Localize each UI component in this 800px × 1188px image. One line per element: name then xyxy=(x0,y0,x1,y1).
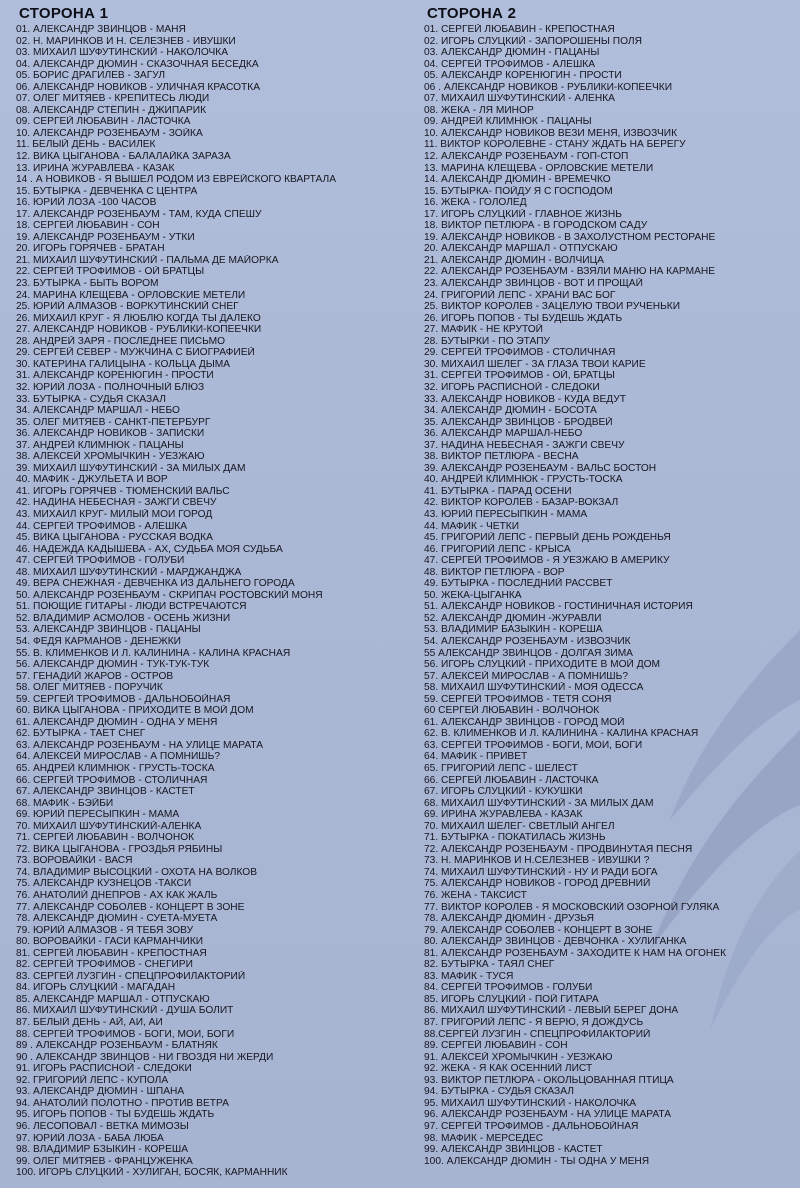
track-item: 64. АЛЕКСЕЙ МИРОСЛАВ - А ПОМНИШЬ? xyxy=(16,751,220,763)
track-item: 22. АЛЕКСАНДР РОЗЕНБАУМ - ВЗЯЛИ МАНЮ НА КАРМАНЕ xyxy=(424,266,716,278)
track-item: 22. СЕРГЕЙ ТРОФИМОВ - ОЙ БРАТЦЫ xyxy=(16,266,205,278)
track-item: 35. АЛЕКСАНДР ЗВИНЦОВ - БРОДВЕЙ xyxy=(424,416,613,428)
track-item: 61. АЛЕКСАНДР ДЮМИН - ОДНА У МЕНЯ xyxy=(16,716,218,728)
track-item: 27. МАФИК - НЕ КРУТОЙ xyxy=(424,324,543,336)
track-item: 36. АЛЕКСАНДР НОВИКОВ - ЗАПИСКИ xyxy=(16,428,205,440)
track-item: 63. СЕРГЕЙ ТРОФИМОВ - БОГИ, МОИ, БОГИ xyxy=(424,739,643,751)
track-item: 12. АЛЕКСАНДР РОЗЕНБАУМ - ГОП-СТОП xyxy=(424,151,629,163)
track-item: 71. СЕРГЕЙ ЛЮБАВИН - ВОЛЧОНОК xyxy=(16,832,195,844)
track-item: 23. БУТЫРКА - БЫТЬ ВОРОМ xyxy=(16,278,159,290)
track-item: 57. ГЕНАДИЙ ЖАРОВ - ОСТРОВ xyxy=(16,670,174,682)
track-item: 60 СЕРГЕЙ ЛЮБАВИН - ВОЛЧОНОК xyxy=(424,705,600,717)
track-item: 45. ВИКА ЦЫГАНОВА - РУССКАЯ ВОДКА xyxy=(16,532,213,544)
track-item: 69. ИРИНА ЖУРАВЛЕВА - КАЗАК xyxy=(424,809,583,821)
track-item: 99. ОЛЕГ МИТЯЕВ - ФРАНЦУЖЕНКА xyxy=(16,1155,193,1167)
track-item: 57. АЛЕКСЕЙ МИРОСЛАВ - А ПОМНИШЬ? xyxy=(424,670,628,682)
track-item: 29. СЕРГЕЙ ТРОФИМОВ - СТОЛИЧНАЯ xyxy=(424,347,616,359)
track-item: 78. АЛЕКСАНДР ДЮМИН - ДРУЗЬЯ xyxy=(424,913,594,925)
track-item: 88. СЕРГЕЙ ТРОФИМОВ - БОГИ, МОИ, БОГИ xyxy=(16,1028,235,1040)
track-item: 70. МИХАИЛ ШЕЛЕГ- СВЕТЛЫЙ АНГЕЛ xyxy=(424,820,615,832)
track-item: 25. ВИКТОР КОРОЛЕВ - ЗАЦЕЛУЮ ТВОИ РУЧЕНЬКИ xyxy=(424,301,681,313)
track-item: 83. СЕРГЕЙ ЛУЗГИН - СПЕЦПРОФИЛАКТОРИЙ xyxy=(16,970,246,982)
track-item: 12. ВИКА ЦЫГАНОВА - БАЛАЛАЙКА ЗАРАЗА xyxy=(16,151,231,163)
track-item: 13. МАРИНА КЛЕЩЕВА - ОРЛОВСКИЕ МЕТЕЛИ xyxy=(424,162,654,174)
track-item: 20. АЛЕКСАНДР МАРШАЛ - ОТПУСКАЮ xyxy=(424,243,618,255)
track-item: 89 . АЛЕКСАНДР РОЗЕНБАУМ - БЛАТНЯК xyxy=(16,1040,218,1052)
side-1-track-list xyxy=(16,24,416,1179)
track-item: 98. ВЛАДИМИР БЗЫКИН - КОРЕША xyxy=(16,1144,189,1156)
track-item: 68. МАФИК - БЭЙБИ xyxy=(16,797,114,809)
track-item: 09. СЕРГЕЙ ЛЮБАВИН - ЛАСТОЧКА xyxy=(16,116,191,128)
track-item: 60. ВИКА ЦЫГАНОВА - ПРИХОДИТЕ В МОЙ ДОМ xyxy=(16,705,254,717)
track-item: 76. ЖЕНА - ТАКСИСТ xyxy=(424,890,527,902)
track-item: 23. АЛЕКСАНДР ЗВИНЦОВ - ВОТ И ПРОЩАЙ xyxy=(424,278,643,290)
track-item: 18. СЕРГЕЙ ЛЮБАВИН - СОН xyxy=(16,220,160,232)
track-item: 32. ЮРИЙ ЛОЗА - ПОЛНОЧНЫЙ БЛЮЗ xyxy=(16,381,205,393)
track-item: 55 АЛЕКСАНДР ЗВИНЦОВ - ДОЛГАЯ ЗИМА xyxy=(424,647,633,659)
track-item: 48. ВИКТОР ПЕТЛЮРА - ВОР xyxy=(424,566,565,578)
track-item: 61. АЛЕКСАНДР ЗВИНЦОВ - ГОРОД МОЙ xyxy=(424,716,625,728)
track-item: 56. АЛЕКСАНДР ДЮМИН - ТУК-ТУК-ТУК xyxy=(16,659,210,671)
track-item: 34. АЛЕКСАНДР ДЮМИН - БОСОТА xyxy=(424,405,597,417)
track-item: 33. БУТЫРКА - СУДЬЯ СКАЗАЛ xyxy=(16,393,166,405)
track-item: 37. НАДИНА НЕБЕСНАЯ - ЗАЖГИ СВЕЧУ xyxy=(424,439,625,451)
track-item: 29. СЕРГЕЙ СЕВЕР - МУЖЧИНА С БИОГРАФИЕЙ xyxy=(16,347,255,359)
track-item: 80. АЛЕКСАНДР ЗВИНЦОВ - ДЕВЧОНКА - ХУЛИГАНКА xyxy=(424,936,687,948)
track-item: 59. СЕРГЕЙ ТРОФИМОВ - ДАЛЬНОБОЙНАЯ xyxy=(16,693,231,705)
track-item: 10. АЛЕКСАНДР НОВИКОВ ВЕЗИ МЕНЯ, ИЗВОЗЧИК xyxy=(424,127,678,139)
track-item: 16. ЖЕКА - ГОЛОЛЕД xyxy=(424,197,527,209)
track-item: 08. АЛЕКСАНДР СТЁПИН - ДЖИПАРИК xyxy=(16,104,207,116)
track-item: 05. АЛЕКСАНДР КОРЕНЮГИН - ПРОСТИ xyxy=(424,70,622,82)
track-item: 98. МАФИК - МЕРСЕДЕС xyxy=(424,1132,544,1144)
track-item: 13. ИРИНА ЖУРАВЛЕВА - КАЗАК xyxy=(16,162,175,174)
track-item: 90 . АЛЕКСАНДР ЗВИНЦОВ - НИ ГВОЗДЯ НИ ЖЕРДИ xyxy=(16,1051,274,1063)
track-item: 63. АЛЕКСАНДР РОЗЕНБАУМ - НА УЛИЦЕ МАРАТА xyxy=(16,739,264,751)
track-item: 75. АЛЕКСАНДР НОВИКОВ - ГОРОД ДРЕВНИЙ xyxy=(424,878,651,890)
track-item: 78. АЛЕКСАНДР ДЮМИН - СУЕТА-МУЕТА xyxy=(16,913,218,925)
track-item: 75. АЛЕКСАНДР КУЗНЕЦОВ -ТАКСИ xyxy=(16,878,192,890)
track-item: 28. АНДРЕЙ ЗАРЯ - ПОСЛЕДНЕЕ ПИСЬМО xyxy=(16,335,226,347)
track-item: 59. СЕРГЕЙ ТРОФИМОВ - ТЕТЯ СОНЯ xyxy=(424,693,612,705)
track-item: 46. НАДЕЖДА КАДЫШЕВА - АХ, СУДЬБА МОЯ СУДЬБА xyxy=(16,543,283,555)
track-item: 72. АЛЕКСАНДР РОЗЕНБАУМ - ПРОДВИНУТАЯ ПЕСНЯ xyxy=(424,843,693,855)
track-item: 08. ЖЕКА - ЛЯ МИНОР xyxy=(424,104,534,116)
track-item: 34. АЛЕКСАНДР МАРШАЛ - НЕБО xyxy=(16,405,180,417)
track-item: 66. СЕРГЕЙ ЛЮБАВИН - ЛАСТОЧКА xyxy=(424,774,599,786)
track-item: 96. ЛЕСОПОВАЛ - ВЕТКА МИМОЗЫ xyxy=(16,1120,189,1132)
track-item: 95. МИХАИЛ ШУФУТИНСКИЙ - НАКОЛОЧКА xyxy=(424,1097,637,1109)
track-item: 91. ИГОРЬ РАСПИСНОЙ - СЛЕДОКИ xyxy=(16,1063,192,1075)
track-item: 89. СЕРГЕЙ ЛЮБАВИН - СОН xyxy=(424,1040,568,1052)
track-item: 66. СЕРГЕЙ ТРОФИМОВ - СТОЛИЧНАЯ xyxy=(16,774,208,786)
track-item: 91. АЛЕКСЕЙ ХРОМЫЧКИН - УЕЗЖАЮ xyxy=(424,1051,613,1063)
track-item: 42. НАДИНА НЕБЕСНАЯ - ЗАЖГИ СВЕЧУ xyxy=(16,497,217,509)
track-item: 92. ЖЕКА - Я КАК ОСЕННИЙ ЛИСТ xyxy=(424,1063,593,1075)
track-item: 39. МИХАИЛ ШУФУТИНСКИЙ - ЗА МИЛЫХ ДАМ xyxy=(16,462,246,474)
track-item: 53. АЛЕКСАНДР ЗВИНЦОВ - ПАЦАНЫ xyxy=(16,624,201,636)
track-item: 87. ГРИГОРИЙ ЛЕПС - Я ВЕРЮ, Я ДОЖДУСЬ xyxy=(424,1017,644,1029)
side-2-track-list xyxy=(424,24,800,1167)
track-item: 94. АНАТОЛИЙ ПОЛОТНО - ПРОТИВ ВЕТРА xyxy=(16,1097,229,1109)
track-item: 25. ЮРИЙ АЛМАЗОВ - ВОРКУТИНСКИЙ СНЕГ xyxy=(16,301,239,313)
track-item: 70. МИХАИЛ ШУФУТИНСКИЙ-АЛЕНКА xyxy=(16,820,202,832)
track-item: 33. АЛЕКСАНДР НОВИКОВ - КУДА ВЕДУТ xyxy=(424,393,626,405)
track-item: 77. АЛЕКСАНДР СОБОЛЕВ - КОНЦЕРТ В ЗОНЕ xyxy=(16,901,245,913)
track-item: 52. АЛЕКСАНДР ДЮМИН -ЖУРАВЛИ xyxy=(424,612,602,624)
side-2-column xyxy=(424,4,800,1167)
track-item: 37. АНДРЕЙ КЛИМНЮК - ПАЦАНЫ xyxy=(16,439,184,451)
track-item: 50. АЛЕКСАНДР РОЗЕНБАУМ - СКРИПАЧ РОСТОВСКИЙ МОНЯ xyxy=(16,589,323,601)
track-item: 52. ВЛАДИМИР АСМОЛОВ - ОСЕНЬ ЖИЗНИ xyxy=(16,612,231,624)
track-item: 21. АЛЕКСАНДР ДЮМИН - ВОЛЧИЦА xyxy=(424,254,604,266)
track-item: 07. ОЛЕГ МИТЯЕВ - КРЕПИТЕСЬ ЛЮДИ xyxy=(16,93,210,105)
track-item: 80. ВОРОВАЙКИ - ГАСИ КАРМАНЧИКИ xyxy=(16,936,204,948)
track-item: 31. АЛЕКСАНДР КОРЕНЮГИН - ПРОСТИ xyxy=(16,370,214,382)
track-item: 50. ЖЕКА-ЦЫГАНКА xyxy=(424,589,522,601)
track-item: 24. ГРИГОРИЙ ЛЕПС - ХРАНИ ВАС БОГ xyxy=(424,289,616,301)
track-item: 24. МАРИНА КЛЕЩЕВА - ОРЛОВСКИЕ МЕТЕЛИ xyxy=(16,289,246,301)
track-item: 72. ВИКА ЦЫГАНОВА - ГРОЗДЬЯ РЯБИНЫ xyxy=(16,843,223,855)
track-item: 04. АЛЕКСАНДР ДЮМИН - СКАЗОЧНАЯ БЕСЕДКА xyxy=(16,58,259,70)
track-item: 27. АЛЕКСАНДР НОВИКОВ - РУБЛИКИ-КОПЕЕЧКИ xyxy=(16,324,262,336)
track-item: 73. Н. МАРИНКОВ И Н.СЕЛЕЗНЕВ - ИВУШКИ ? xyxy=(424,855,650,867)
track-item: 99. АЛЕКСАНДР ЗВИНЦОВ - КАСТЕТ xyxy=(424,1144,603,1156)
track-item: 03. АЛЕКСАНДР ДЮМИН - ПАЦАНЫ xyxy=(424,47,600,59)
track-item: 100. ИГОРЬ СЛУЦКИЙ - ХУЛИГАН, БОСЯК, КАРМАННИК xyxy=(16,1167,288,1179)
track-item: 84. ИГОРЬ СЛУЦКИЙ - МАГАДАН xyxy=(16,982,176,994)
track-item: 14 . А НОВИКОВ - Я ВЫШЕЛ РОДОМ ИЗ ЕВРЕЙСКОГО КВАРТАЛА xyxy=(16,174,337,186)
track-item: 42. ВИКТОР КОРОЛЕВ - БАЗАР-ВОКЗАЛ xyxy=(424,497,619,509)
track-item: 20. ИГОРЬ ГОРЯЧЕВ - БРАТАН xyxy=(16,243,165,255)
track-item: 46. ГРИГОРИЙ ЛЕПС - КРЫСА xyxy=(424,543,571,555)
track-item: 41. БУТЫРКА - ПАРАД ОСЕНИ xyxy=(424,485,572,497)
track-item: 54. АЛЕКСАНДР РОЗЕНБАУМ - ИЗВОЗЧИК xyxy=(424,635,631,647)
track-item: 07. МИХАИЛ ШУФУТИНСКИЙ - АЛЕНКА xyxy=(424,93,615,105)
track-item: 17. АЛЕКСАНДР РОЗЕНБАУМ - ТАМ, КУДА СПЕШУ xyxy=(16,208,262,220)
track-item: 21. МИХАИЛ ШУФУТИНСКИЙ - ПАЛЬМА ДЕ МАЙОРКА xyxy=(16,254,279,266)
track-item: 92. ГРИГОРИЙ ЛЕПС - КУПОЛА xyxy=(16,1074,169,1086)
track-item: 67. ИГОРЬ СЛУЦКИЙ - КУКУШКИ xyxy=(424,786,583,798)
track-item: 88.СЕРГЕЙ ЛУЗГИН - СПЕЦПРОФИЛАКТОРИЙ xyxy=(424,1028,651,1040)
track-item: 71. БУТЫРКА - ПОКАТИЛАСЬ ЖИЗНЬ xyxy=(424,832,606,844)
track-item: 62. В. КЛИМЕНКОВ И Л. КАЛИНИНА - КАЛИНА КРАСНАЯ xyxy=(424,728,699,740)
track-item: 81. АЛЕКСАНДР РОЗЕНБАУМ - ЗАХОДИТЕ К НАМ НА ОГОНЕК xyxy=(424,947,727,959)
track-item: 55. В. КЛИМЕНКОВ И Л. КАЛИНИНА - КАЛИНА КРАСНАЯ xyxy=(16,647,291,659)
track-item: 36. АЛЕКСАНДР МАРШАЛ-НЕБО xyxy=(424,428,583,440)
track-item: 79. ЮРИЙ АЛМАЗОВ - Я ТЕБЯ ЗОВУ xyxy=(16,924,194,936)
track-item: 51. АЛЕКСАНДР НОВИКОВ - ГОСТИНИЧНАЯ ИСТОРИЯ xyxy=(424,601,693,613)
track-item: 14. АЛЕКСАНДР ДЮМИН - ВРЕМЕЧКО xyxy=(424,174,611,186)
track-item: 93. ВИКТОР ПЕТЛЮРА - ОКОЛЬЦОВАННАЯ ПТИЦА xyxy=(424,1074,674,1086)
track-item: 58. ОЛЕГ МИТЯЕВ - ПОРУЧИК xyxy=(16,682,163,694)
track-item: 03. МИХАИЛ ШУФУТИНСКИЙ - НАКОЛОЧКА xyxy=(16,47,229,59)
track-item: 31. СЕРГЕЙ ТРОФИМОВ - ОЙ, БРАТЦЫ xyxy=(424,370,615,382)
track-item: 81. СЕРГЕЙ ЛЮБАВИН - КРЕПОСТНАЯ xyxy=(16,947,207,959)
side-1-column xyxy=(16,4,416,1179)
track-item: 85. ИГОРЬ СЛУЦКИЙ - ПОЙ ГИТАРА xyxy=(424,993,599,1005)
track-item: 65. АНДРЕЙ КЛИМНЮК - ГРУСТЬ-ТОСКА xyxy=(16,763,215,774)
track-item: 06. АЛЕКСАНДР НОВИКОВ - УЛИЧНАЯ КРАСОТКА xyxy=(16,81,261,93)
track-item: 86. МИХАИЛ ШУФУТИНСКИЙ - ЛЕВЫЙ БЕРЕГ ДОНА xyxy=(424,1005,679,1017)
track-item: 87. БЕЛЫЙ ДЕНЬ - АЙ, АИ, АИ xyxy=(16,1017,163,1029)
track-item: 69. ЮРИЙ ПЕРЕСЫПКИН - МАМА xyxy=(16,809,180,821)
track-item: 40. АНДРЕЙ КЛИМНЮК - ГРУСТЬ-ТОСКА xyxy=(424,474,623,486)
track-item: 93. АЛЕКСАНДР ДЮМИН - ШПАНА xyxy=(16,1086,185,1098)
track-item: 40. МАФИК - ДЖУЛЬЕТА И ВОР xyxy=(16,474,168,486)
track-item: 05. БОРИС ДРАГИЛЕВ - ЗАГУЛ xyxy=(16,70,166,82)
track-item: 15. БУТЫРКА - ДЕВЧЕНКА С ЦЕНТРА xyxy=(16,185,198,197)
track-item: 38. ВИКТОР ПЕТЛЮРА - ВЕСНА xyxy=(424,451,579,463)
track-item: 73. ВОРОВАЙКИ - ВАСЯ xyxy=(16,855,133,867)
track-item: 97. ЮРИЙ ЛОЗА - БАБА ЛЮБА xyxy=(16,1132,164,1144)
track-item: 04. СЕРГЕЙ ТРОФИМОВ - АЛЕШКА xyxy=(424,58,596,70)
track-item: 43. ЮРИЙ ПЕРЕСЫПКИН - МАМА xyxy=(424,508,588,520)
track-item: 82. БУТЫРКА - ТАЯЛ СНЕГ xyxy=(424,959,555,971)
track-item: 53. ВЛАДИМИР БАЗЫКИН - КОРЕША xyxy=(424,624,603,636)
track-item: 77. ВИКТОР КОРОЛЕВ - Я МОСКОВСКИЙ ОЗОРНОЙ ГУЛЯКА xyxy=(424,901,720,913)
track-item: 15. БУТЫРКА- ПОЙДУ Я С ГОСПОДОМ xyxy=(424,185,613,197)
track-item: 58. МИХАИЛ ШУФУТИНСКИЙ - МОЯ ОДЕССА xyxy=(424,682,644,694)
track-item: 39. АЛЕКСАНДР РОЗЕНБАУМ - ВАЛЬС БОСТОН xyxy=(424,462,657,474)
track-item: 76. АНАТОЛИЙ ДНЕПРОВ - АХ КАК ЖАЛЬ xyxy=(16,890,218,902)
track-item: 74. МИХАИЛ ШУФУТИНСКИЙ - НУ И РАДИ БОГА xyxy=(424,866,658,878)
track-item: 48. МИХАИЛ ШУФУТИНСКИЙ - МАРДЖАНДЖА xyxy=(16,566,242,578)
track-item: 26. ИГОРЬ ПОПОВ - ТЫ БУДЕШЬ ЖДАТЬ xyxy=(424,312,623,324)
track-item: 67. АЛЕКСАНДР ЗВИНЦОВ - КАСТЕТ xyxy=(16,786,195,798)
track-item: 62. БУТЫРКА - ТАЕТ СНЕГ xyxy=(16,728,146,740)
track-item: 82. СЕРГЕЙ ТРОФИМОВ - СНЕГИРИ xyxy=(16,959,193,971)
track-item: 54. ФЕДЯ КАРМАНОВ - ДЕНЕЖКИ xyxy=(16,635,181,647)
track-item: 100. АЛЕКСАНДР ДЮМИН - ТЫ ОДНА У МЕНЯ xyxy=(424,1155,650,1167)
track-item: 68. МИХАИЛ ШУФУТИНСКИЙ - ЗА МИЛЫХ ДАМ xyxy=(424,797,654,809)
track-item: 30. КАТЕРИНА ГАЛИЦЫНА - КОЛЬЦА ДЫМА xyxy=(16,358,231,370)
track-item: 38. АЛЕКСЕЙ ХРОМЫЧКИН - УЕЗЖАЮ xyxy=(16,451,205,463)
track-item: 18. ВИКТОР ПЕТЛЮРА - В ГОРОДСКОМ САДУ xyxy=(424,220,648,232)
track-item: 09. АНДРЕЙ КЛИМНЮК - ПАЦАНЫ xyxy=(424,116,592,128)
track-item: 01. АЛЕКСАНДР ЗВИНЦОВ - МАНЯ xyxy=(16,24,186,35)
track-item: 19. АЛЕКСАНДР РОЗЕНБАУМ - УТКИ xyxy=(16,231,195,243)
track-item: 65. ГРИГОРИЙ ЛЕПС - ШЕЛЕСТ xyxy=(424,763,578,774)
track-item: 28. БУТЫРКИ - ПО ЭТАПУ xyxy=(424,335,551,347)
track-item: 41. ИГОРЬ ГОРЯЧЕВ - ТЮМЕНСКИЙ ВАЛЬС xyxy=(16,485,230,497)
side-2-title: СТОРОНА 2 xyxy=(427,5,517,22)
track-item: 95. ИГОРЬ ПОПОВ - ТЫ БУДЕШЬ ЖДАТЬ xyxy=(16,1109,215,1121)
track-item: 11. ВИКТОР КОРОЛЕВНЕ - СТАНУ ЖДАТЬ НА БЕРЕГУ xyxy=(424,139,686,151)
track-item: 49. БУТЫРКА - ПОСЛЕДНИЙ РАССВЕТ xyxy=(424,578,613,590)
track-item: 01. СЕРГЕЙ ЛЮБАВИН - КРЕПОСТНАЯ xyxy=(424,24,615,35)
track-item: 47. СЕРГЕЙ ТРОФИМОВ - ГОЛУБИ xyxy=(16,555,185,567)
track-item: 19. АЛЕКСАНДР НОВИКОВ - В ЗАХОЛУСТНОМ РЕСТОРАНЕ xyxy=(424,231,716,243)
track-item: 83. МАФИК - ТУСЯ xyxy=(424,970,514,982)
side-1-title: СТОРОНА 1 xyxy=(19,5,109,22)
track-item: 16. ЮРИЙ ЛОЗА -100 ЧАСОВ xyxy=(16,197,157,209)
track-item: 26. МИХАИЛ КРУГ - Я ЛЮБЛЮ КОГДА ТЫ ДАЛЕКО xyxy=(16,312,261,324)
track-item: 44. МАФИК - ЧЕТКИ xyxy=(424,520,520,532)
track-item: 43. МИХАИЛ КРУГ- МИЛЫЙ МОИ ГОРОД xyxy=(16,508,213,520)
track-item: 49. ВЕРА СНЕЖНАЯ - ДЕВЧЕНКА ИЗ ДАЛЬНЕГО ГОРОДА xyxy=(16,578,295,590)
track-item: 47. СЕРГЕЙ ТРОФИМОВ - Я УЕЗЖАЮ В АМЕРИКУ xyxy=(424,555,670,567)
track-item: 74. ВЛАДИМИР ВЫСОЦКИЙ - ОХОТА НА ВОЛКОВ xyxy=(16,866,258,878)
track-item: 79. АЛЕКСАНДР СОБОЛЕВ - КОНЦЕРТ В ЗОНЕ xyxy=(424,924,653,936)
track-item: 84. СЕРГЕЙ ТРОФИМОВ - ГОЛУБИ xyxy=(424,982,593,994)
track-item: 11. БЕЛЫЙ ДЕНЬ - ВАСИЛЕК xyxy=(16,139,156,151)
track-item: 10. АЛЕКСАНДР РОЗЕНБАУМ - ЗОЙКА xyxy=(16,127,203,139)
track-item: 02. Н. МАРИНКОВ И Н. СЕЛЕЗНЕВ - ИВУШКИ xyxy=(16,35,236,47)
track-item: 06 . АЛЕКСАНДР НОВИКОВ - РУБЛИКИ-КОПЕЕЧКИ xyxy=(424,81,673,93)
track-item: 56. ИГОРЬ СЛУЦКИЙ - ПРИХОДИТЕ В МОЙ ДОМ xyxy=(424,659,661,671)
track-item: 51. ПОЮЩИЕ ГИТАРЫ - ЛЮДИ ВСТРЕЧАЮТСЯ xyxy=(16,601,247,613)
track-item: 30. МИХАИЛ ШЕЛЕГ - ЗА ГЛАЗА ТВОИ КАРИЕ xyxy=(424,358,646,370)
track-item: 45. ГРИГОРИЙ ЛЕПС - ПЕРВЫЙ ДЕНЬ РОЖДЕНЬЯ xyxy=(424,532,671,544)
track-item: 85. АЛЕКСАНДР МАРШАЛ - ОТПУСКАЮ xyxy=(16,993,210,1005)
track-item: 44. СЕРГЕЙ ТРОФИМОВ - АЛЕШКА xyxy=(16,520,188,532)
track-item: 02. ИГОРЬ СЛУЦКИЙ - ЗАПОРОШЕНЫ ПОЛЯ xyxy=(424,35,642,47)
track-item: 94. БУТЫРКА - СУДЬЯ СКАЗАЛ xyxy=(424,1086,574,1098)
track-item: 64. МАФИК - ПРИВЕТ xyxy=(424,751,528,763)
track-item: 96. АЛЕКСАНДР РОЗЕНБАУМ - НА УЛИЦЕ МАРАТА xyxy=(424,1109,672,1121)
track-item: 97. СЕРГЕЙ ТРОФИМОВ - ДАЛЬНОБОЙНАЯ xyxy=(424,1120,639,1132)
track-item: 86. МИХАИЛ ШУФУТИНСКИЙ - ДУША БОЛИТ xyxy=(16,1005,234,1017)
track-item: 32. ИГОРЬ РАСПИСНОЙ - СЛЕДОКИ xyxy=(424,381,600,393)
track-item: 17. ИГОРЬ СЛУЦКИЙ - ГЛАВНОЕ ЖИЗНЬ xyxy=(424,208,622,220)
track-item: 35. ОЛЕГ МИТЯЕВ - САНКТ-ПЕТЕРБУРГ xyxy=(16,416,211,428)
